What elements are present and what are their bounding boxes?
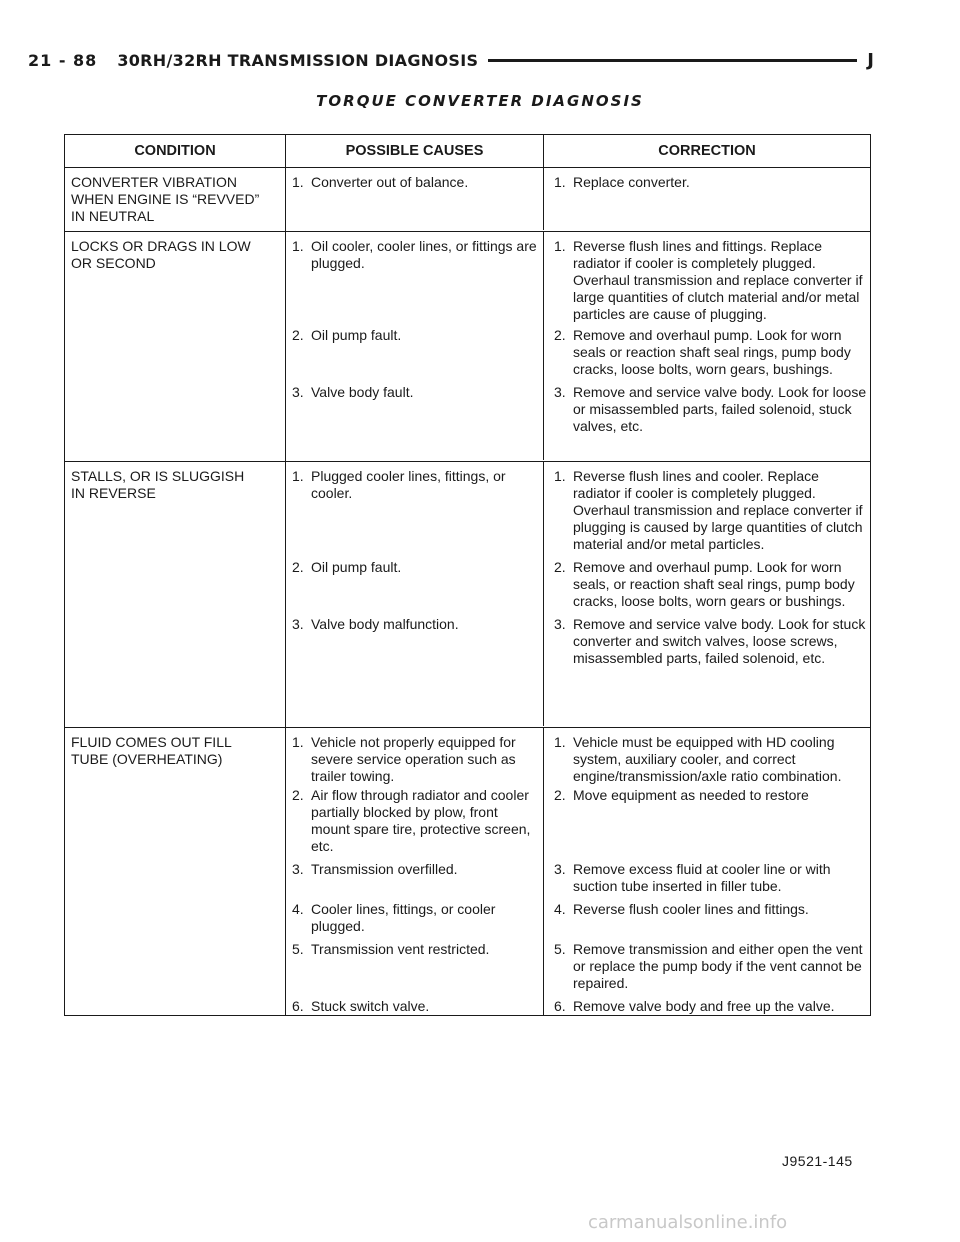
correction-number: 5.: [554, 941, 566, 957]
cause-text: Plugged cooler lines, fittings, or cooler.: [311, 468, 506, 501]
condition-cell: [65, 168, 286, 232]
correction-number: 1.: [554, 468, 566, 484]
cause-item: [292, 901, 537, 935]
condition-cell: [65, 232, 286, 462]
cause-text: Air flow through radiator and cooler partially blocked by plow, front mount spare tire, protective screen, etc.: [311, 787, 531, 854]
column-header-possible-causes: POSSIBLE CAUSES: [345, 142, 484, 159]
table-body: [65, 168, 871, 1016]
condition-text: CONVERTER VIBRATION WHEN ENGINE IS “REVVED” IN NEUTRAL: [71, 174, 260, 224]
causes-corrections-cell: [286, 462, 871, 728]
section-letter: J: [867, 49, 874, 71]
cause-text: Oil pump fault.: [311, 327, 402, 343]
column-header-correction: CORRECTION: [658, 142, 756, 159]
correction-item: [554, 861, 868, 895]
correction-number: 3.: [554, 616, 566, 632]
correction-number: 3.: [554, 861, 566, 877]
causes-corrections-cell: [286, 232, 871, 462]
correction-number: 4.: [554, 901, 566, 917]
table-row: [65, 728, 871, 1016]
cause-number: 1.: [292, 238, 304, 254]
correction-number: 2.: [554, 559, 566, 575]
cause-item: [292, 468, 537, 553]
cause-item: [292, 384, 537, 435]
document-title: TORQUE CONVERTER DIAGNOSIS: [316, 92, 644, 110]
correction-item: [554, 998, 868, 1015]
cause-text: Cooler lines, fittings, or cooler plugged.: [311, 901, 496, 934]
cause-item: [292, 238, 537, 323]
cause-number: 2.: [292, 787, 304, 803]
cause-item: [292, 787, 537, 855]
correction-text: Remove valve body and free up the valve.: [573, 998, 835, 1014]
page-header: [28, 48, 880, 72]
cause-item: [292, 941, 537, 992]
correction-text: Reverse flush lines and fittings. Replace radiator if cooler is completely plugged. Overhaul transmission and replace converter if large quantities of clutch material and/or metal particles are cause of plugging.: [573, 238, 863, 322]
table-row: [65, 462, 871, 728]
correction-text: Replace converter.: [573, 174, 690, 190]
correction-text: Remove excess fluid at cooler line or with suction tube inserted in filler tube.: [573, 861, 831, 894]
watermark: carmanualsonline.info: [588, 1212, 788, 1233]
correction-item: [554, 468, 868, 553]
correction-number: 3.: [554, 384, 566, 400]
table-row: [65, 168, 871, 232]
cause-item: [292, 734, 537, 785]
cause-text: Oil cooler, cooler lines, or fittings are plugged.: [311, 238, 537, 271]
cause-item: [292, 861, 537, 895]
condition-text: FLUID COMES OUT FILL TUBE (OVERHEATING): [71, 734, 232, 767]
cause-number: 2.: [292, 327, 304, 343]
correction-number: 1.: [554, 734, 566, 750]
cause-item: [292, 998, 537, 1015]
cause-text: Converter out of balance.: [311, 174, 469, 190]
correction-number: 2.: [554, 327, 566, 343]
condition-cell: [65, 462, 286, 728]
correction-text: Remove and overhaul pump. Look for worn seals, or reaction shaft seal rings, pump body cracks, loose bolts, worn gears or bushings.: [573, 559, 855, 609]
column-header-condition: CONDITION: [65, 135, 286, 168]
cause-text: Transmission overfilled.: [311, 861, 458, 877]
correction-item: [554, 616, 868, 667]
cause-number: 1.: [292, 734, 304, 750]
correction-text: Reverse flush cooler lines and fittings.: [573, 901, 809, 917]
cause-text: Valve body malfunction.: [311, 616, 459, 632]
correction-number: 2.: [554, 787, 566, 803]
correction-text: Remove and service valve body. Look for loose or misassembled parts, failed solenoid, stuck valves, etc.: [573, 384, 867, 434]
cause-number: 1.: [292, 468, 304, 484]
cause-text: Vehicle not properly equipped for severe service operation such as trailer towing.: [311, 734, 516, 784]
correction-text: Remove transmission and either open the vent or replace the pump body if the vent cannot be repaired.: [573, 941, 863, 991]
correction-item: [554, 734, 868, 785]
correction-number: 1.: [554, 238, 566, 254]
cause-text: Oil pump fault.: [311, 559, 402, 575]
correction-item: [554, 327, 868, 378]
cause-number: 6.: [292, 998, 304, 1014]
condition-cell: [65, 728, 286, 1016]
column-header-causes-correction: [286, 135, 871, 168]
cause-item: [292, 327, 537, 378]
cause-text: Transmission vent restricted.: [311, 941, 490, 957]
header-rule: [488, 59, 857, 62]
correction-text: Remove and overhaul pump. Look for worn seals or reaction shaft seal rings, pump body cracks, loose bolts, worn gears, bushings.: [573, 327, 851, 377]
correction-number: 1.: [554, 174, 566, 190]
diagnosis-table: [64, 134, 871, 1016]
correction-text: Move equipment as needed to restore: [573, 787, 809, 803]
correction-item: [554, 559, 868, 610]
correction-item: [554, 901, 868, 935]
cause-number: 4.: [292, 901, 304, 917]
causes-corrections-cell: [286, 728, 871, 1016]
correction-item: [554, 238, 868, 323]
condition-text: LOCKS OR DRAGS IN LOW OR SECOND: [71, 238, 251, 271]
cause-number: 3.: [292, 384, 304, 400]
correction-text: Remove and service valve body. Look for stuck converter and switch valves, loose screws, misassembled parts, failed solenoid, etc.: [573, 616, 866, 666]
cause-number: 2.: [292, 559, 304, 575]
figure-id: J9521-145: [782, 1153, 853, 1169]
cause-item: [292, 559, 537, 610]
correction-text: Reverse flush lines and cooler. Replace radiator if cooler is completely plugged. Overhaul transmission and replace converter if plugging is caused by large quantities of clutch material and/or metal particles.: [573, 468, 863, 552]
correction-item: [554, 174, 868, 191]
page-number: 21 - 88: [28, 50, 98, 70]
table-header-row: [65, 135, 871, 168]
correction-item: [554, 941, 868, 992]
correction-item: [554, 787, 868, 855]
cause-number: 5.: [292, 941, 304, 957]
table-row: [65, 232, 871, 462]
cause-item: [292, 616, 537, 667]
causes-corrections-cell: [286, 168, 871, 232]
condition-text: STALLS, OR IS SLUGGISH IN REVERSE: [71, 468, 245, 501]
cause-number: 3.: [292, 861, 304, 877]
section-title: 30RH/32RH TRANSMISSION DIAGNOSIS: [117, 50, 479, 70]
cause-number: 3.: [292, 616, 304, 632]
correction-item: [554, 384, 868, 435]
correction-text: Vehicle must be equipped with HD cooling system, auxiliary cooler, and correct engine/transmission/axle ratio combination.: [573, 734, 842, 784]
cause-text: Stuck switch valve.: [311, 998, 430, 1014]
correction-number: 6.: [554, 998, 566, 1014]
cause-text: Valve body fault.: [311, 384, 414, 400]
cause-number: 1.: [292, 174, 304, 190]
cause-item: [292, 174, 537, 191]
